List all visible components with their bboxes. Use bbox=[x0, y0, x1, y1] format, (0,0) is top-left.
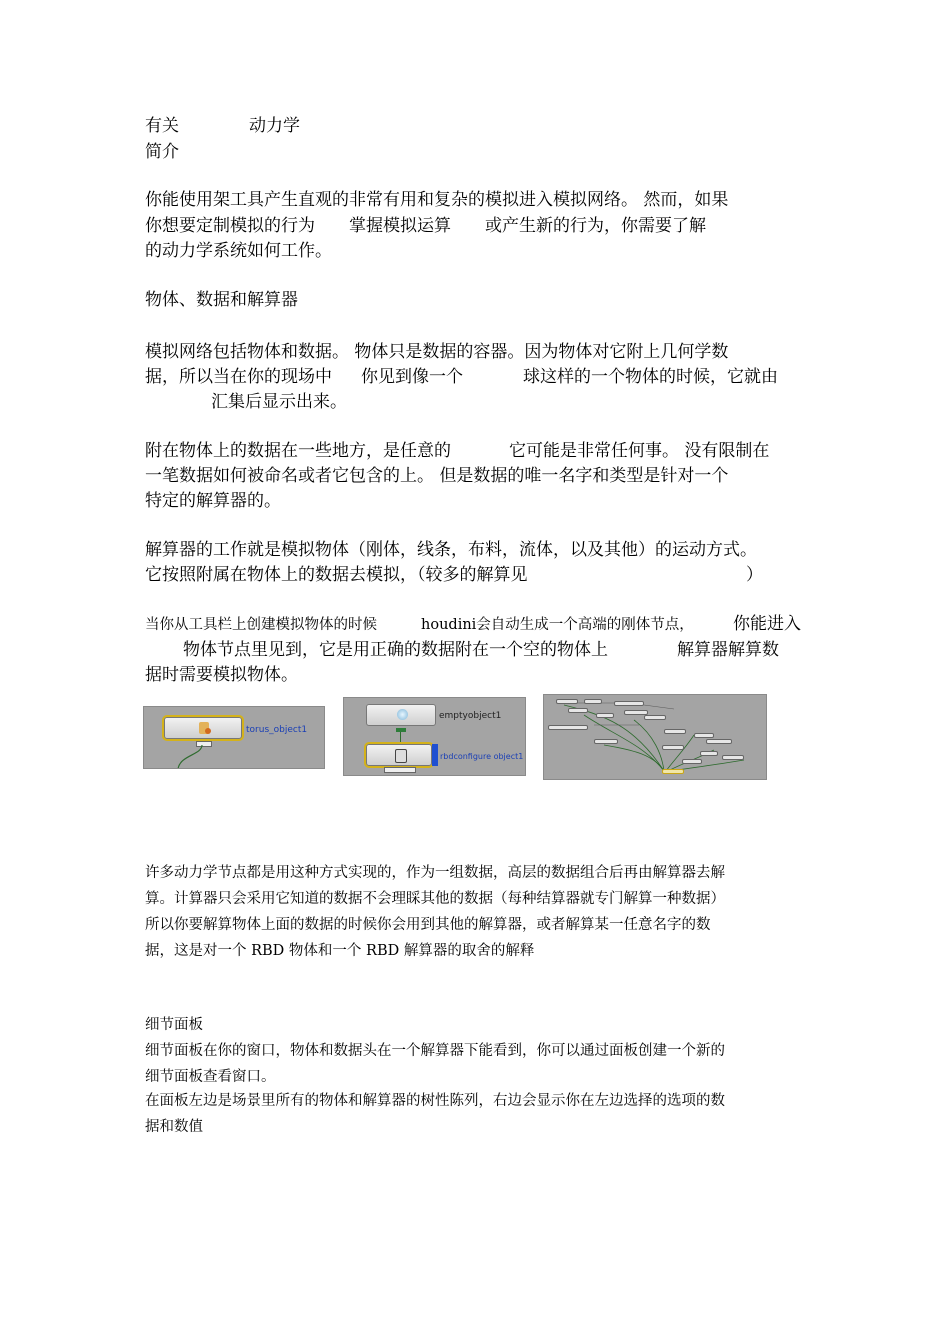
heading-part2: 动力学 bbox=[249, 116, 300, 136]
network-node bbox=[706, 739, 732, 744]
heading-line2: 简介 bbox=[145, 142, 179, 162]
data-line2: 一笔数据如何被命名或者它包含的上。 但是数据的唯一名字和类型是针对一个 bbox=[145, 466, 729, 486]
network-node bbox=[594, 739, 618, 744]
emptyobject-label: emptyobject1 bbox=[439, 711, 502, 721]
rbdconfigure-label: rbdconfigure object1 bbox=[440, 752, 524, 761]
empty-object-icon bbox=[397, 709, 408, 720]
rbd-icon bbox=[395, 749, 407, 763]
intro-line1: 你能使用架工具产生直观的非常有用和复杂的模拟进入模拟网络。 然而，如果 bbox=[145, 190, 729, 210]
solver-line2-b: ） bbox=[746, 565, 763, 585]
houdini-line2-a: 物体节点里见到，它是用正确的数据附在一个空的物体上 bbox=[183, 640, 608, 660]
output-connector bbox=[384, 767, 416, 773]
details-line2: 细节面板查看窗口。 bbox=[145, 1069, 276, 1085]
network-node bbox=[700, 751, 718, 756]
objects-line3: 汇集后显示出来。 bbox=[211, 392, 347, 412]
emptyobject-node bbox=[366, 704, 436, 726]
section-title-details: 细节面板 bbox=[145, 1017, 203, 1033]
network-node bbox=[644, 715, 666, 720]
network-node bbox=[694, 733, 714, 738]
heading-part1: 有关 bbox=[145, 116, 179, 136]
objects-line2-c: 球这样的一个物体的时候，它就由 bbox=[523, 367, 778, 387]
nodes-line1: 许多动力学节点都是用这种方式实现的，作为一组数据，高层的数据组合后再由解算器去解 bbox=[145, 865, 725, 881]
network-node bbox=[584, 699, 602, 704]
houdini-line1-a: 当你从工具栏上创建模拟物体的时候 bbox=[145, 617, 377, 633]
nodes-line3: 所以你要解算物体上面的数据的时候你会用到其他的解算器，或者解算某一任意名字的数 bbox=[145, 917, 711, 933]
intro-line2-c: 或产生新的行为，你需要了解 bbox=[485, 216, 706, 236]
network-node bbox=[568, 708, 588, 713]
network-node bbox=[662, 745, 684, 750]
torus-object-node bbox=[164, 717, 242, 739]
screenshot-network-view bbox=[543, 694, 767, 780]
intro-line3: 的动力学系统如何工作。 bbox=[145, 241, 332, 261]
network-node bbox=[664, 729, 686, 734]
node-wire bbox=[400, 732, 401, 744]
objects-line2-a: 据，所以当在你的现场中 bbox=[145, 367, 332, 387]
rbdconfigure-node bbox=[366, 744, 432, 766]
houdini-line2-b: 解算器解算数 bbox=[677, 640, 779, 660]
network-node bbox=[722, 755, 744, 760]
houdini-line1-c: 你能进入 bbox=[733, 614, 801, 634]
network-node bbox=[614, 701, 644, 706]
network-node bbox=[548, 725, 588, 730]
torus-node-label: torus_object1 bbox=[246, 725, 308, 735]
intro-line2-b: 掌握模拟运算 bbox=[349, 216, 451, 236]
details-line3: 在面板左边是场景里所有的物体和解算器的树性陈列，右边会显示你在左边选择的选项的数 bbox=[145, 1093, 725, 1109]
screenshot-torus-node bbox=[143, 706, 325, 769]
solver-line1: 解算器的工作就是模拟物体（刚体，线条，布料，流体，以及其他）的运动方式。 bbox=[145, 540, 757, 560]
data-line1-b: 它可能是非常任何事。 没有限制在 bbox=[509, 441, 770, 461]
network-node bbox=[596, 713, 614, 718]
data-line1-a: 附在物体上的数据在一些地方，是任意的 bbox=[145, 441, 451, 461]
network-node-selected bbox=[662, 769, 684, 774]
houdini-line3: 据时需要模拟物体。 bbox=[145, 665, 298, 685]
nodes-line2: 算。计算器只会采用它知道的数据不会理睬其他的数据（每种结算器就专门解算一种数据） bbox=[145, 891, 725, 907]
torus-icon bbox=[205, 728, 211, 734]
network-node bbox=[682, 759, 702, 764]
green-connector bbox=[396, 728, 406, 732]
details-line1: 细节面板在你的窗口，物体和数据头在一个解算器下能看到，你可以通过面板创建一个新的 bbox=[145, 1043, 725, 1059]
nodes-line4: 据，这是对一个 RBD 物体和一个 RBD 解算器的取舍的解释 bbox=[145, 943, 535, 959]
houdini-line1-b: houdini会自动生成一个高端的刚体节点， bbox=[421, 617, 694, 633]
screenshot-rbd-nodes bbox=[343, 697, 526, 776]
intro-line2-a: 你想要定制模拟的行为 bbox=[145, 216, 315, 236]
solver-line2-a: 它按照附属在物体上的数据去模拟，（较多的解算见 bbox=[145, 565, 528, 585]
display-flag bbox=[432, 744, 438, 766]
network-node bbox=[556, 699, 578, 704]
objects-line1: 模拟网络包括物体和数据。 物体只是数据的容器。因为物体对它附上几何学数 bbox=[145, 342, 729, 362]
section-title-objects: 物体、数据和解算器 bbox=[145, 290, 298, 310]
objects-line2-b: 你见到像一个 bbox=[361, 367, 463, 387]
data-line3: 特定的解算器的。 bbox=[145, 491, 281, 511]
node-wire bbox=[172, 745, 212, 769]
details-line4: 据和数值 bbox=[145, 1119, 203, 1135]
